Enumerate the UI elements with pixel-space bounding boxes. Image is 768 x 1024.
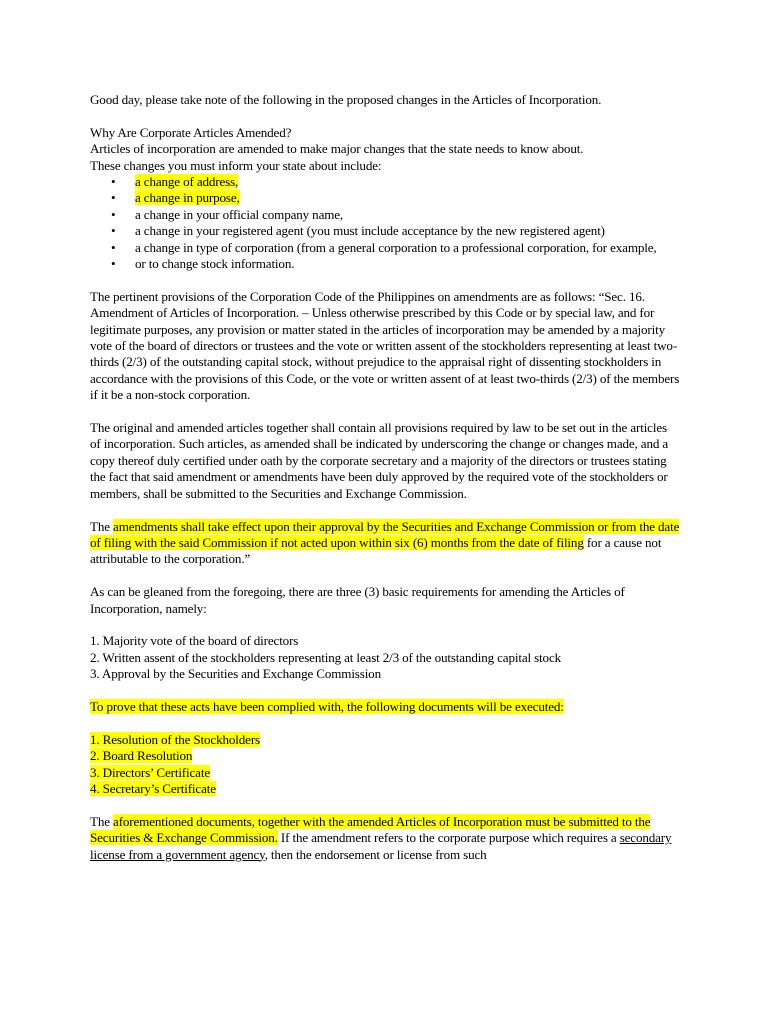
prove-paragraph: To prove that these acts have been complied with, the following documents will be executed: xyxy=(90,698,564,714)
underlined-text: secondary license from a government agency xyxy=(90,830,672,862)
why-text-1: Articles of incorporation are amended to make major changes that the state needs to know about. xyxy=(90,141,584,157)
requirement-item: 1. Majority vote of the board of directors xyxy=(90,633,299,649)
document-page xyxy=(90,92,680,863)
bullet-icon: • xyxy=(111,239,116,255)
spacer xyxy=(90,715,680,731)
section-heading: Why Are Corporate Articles Amended? xyxy=(90,124,292,140)
spacer xyxy=(90,568,680,584)
requirement-item: 3. Approval by the Securities and Exchange Commission xyxy=(90,666,381,682)
highlighted-text: amendments shall take effect upon their approval by the Securities and Exchange Commission or from the date of filing with the said Commission if not acted upon within six (6) months from the date of filing xyxy=(90,518,680,550)
requirement-item: 2. Written assent of the stockholders representing at least 2/3 of the outstanding capital stock xyxy=(90,649,561,665)
why-text-2: These changes you must inform your state about include: xyxy=(90,157,382,173)
document-item: 1. Resolution of the Stockholders xyxy=(90,731,260,747)
intro-paragraph: Good day, please take note of the following in the proposed changes in the Articles of Incorporation. xyxy=(90,92,602,107)
document-item: 3. Directors’ Certificate xyxy=(90,764,210,780)
bullet-icon: • xyxy=(111,256,116,272)
list-item: • a change in your official company name, xyxy=(111,206,344,222)
closing-paragraph: The aforementioned documents, together with the amended Articles of Incorporation must be submitted to the Securities & Exchange Commission. If the amendment refers to the corporate purpose which requires a secondary license from a government agency, then the endorsement or license from such xyxy=(90,813,672,862)
document-item: 2. Board Resolution xyxy=(90,748,193,764)
bullet-icon: • xyxy=(111,206,116,222)
gleaned-paragraph: As can be gleaned from the foregoing, there are three (3) basic requirements for amending the Articles of Incorporation, namely: xyxy=(90,584,625,616)
changes-list xyxy=(90,174,680,272)
list-item: • a change in type of corporation (from a general corporation to a professional corporation, for example, xyxy=(111,239,657,255)
list-item: • or to change stock information. xyxy=(111,256,295,272)
list-item: • a change of address, xyxy=(111,174,239,190)
document-item: 4. Secretary’s Certificate xyxy=(90,780,216,796)
spacer xyxy=(90,404,680,420)
effect-paragraph: The amendments shall take effect upon their approval by the Securities and Exchange Commission or from the date of filing with the said Commission if not acted upon within six (6) months from the date of filing for a cause not attributable to the corporation.” xyxy=(90,518,680,567)
list-item: • a change in purpose, xyxy=(111,190,240,206)
bullet-icon: • xyxy=(111,174,116,190)
highlighted-text: aforementioned documents, together with the amended Articles of Incorporation must be submitted to the Securities & Exchange Commission. xyxy=(90,813,651,846)
spacer xyxy=(90,683,680,699)
spacer xyxy=(90,617,680,633)
bullet-icon: • xyxy=(111,223,116,239)
spacer xyxy=(90,108,680,124)
spacer xyxy=(90,797,680,813)
list-item: • a change in your registered agent (you must include acceptance by the new registered agent) xyxy=(111,223,605,239)
provisions-paragraph: The pertinent provisions of the Corporation Code of the Philippines on amendments are as follows: “Sec. 16. Amendment of Articles of Incorporation. – Unless otherwise prescribed by this Code or by special law, and for legitimate purposes, any provision or matter stated in the articles of incorporation may be amended by a majority vote of the board of directors or trustees and the vote or written assent of the stockholders representing at least two-thirds (2/3) of the outstanding capital stock, without prejudice to the appraisal right of dissenting stockholders in accordance with the provisions of this Code, or the vote or written assent of at least two-thirds (2/3) of the members if it be a non-stock corporation. xyxy=(90,288,680,403)
bullet-icon: • xyxy=(111,190,116,206)
spacer xyxy=(90,272,680,288)
spacer xyxy=(90,502,680,518)
original-amended-paragraph: The original and amended articles together shall contain all provisions required by law to be set out in the articles of incorporation. Such articles, as amended shall be indicated by underscoring the change or changes made, and a copy thereof duly certified under oath by the corporate secretary and a majority of the directors or trustees stating the fact that said amendment or amendments have been duly approved by the required vote of the stockholders or members, shall be submitted to the Securities and Exchange Commission. xyxy=(90,420,669,501)
